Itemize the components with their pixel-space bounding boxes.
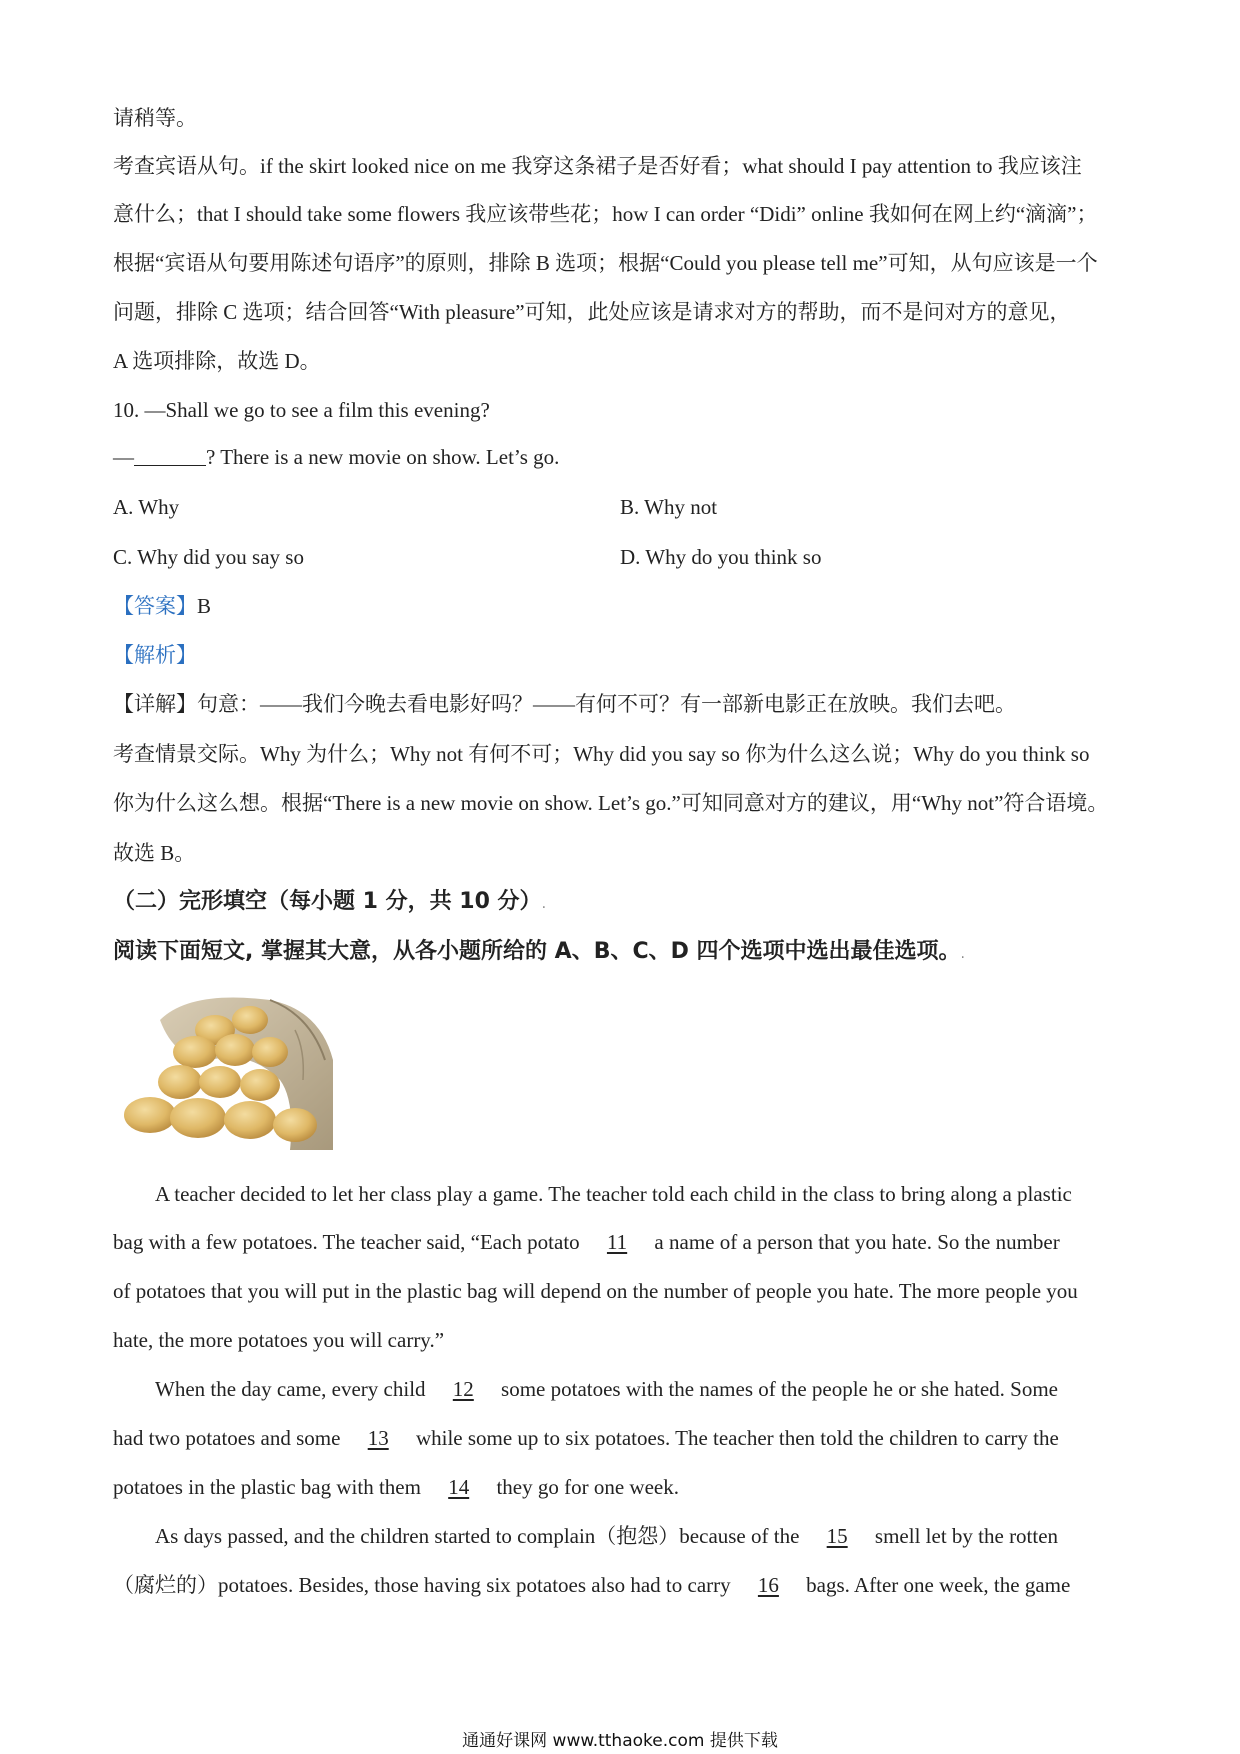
passage-text: As days passed, and the children started to complain（抱怨）because of the [155,1524,800,1548]
explanation-line: 意什么；that I should take some flowers 我应该带些花；how I can order “Didi” online 我如何在网上约“滴滴”； [113,202,1098,226]
cloze-blank-12: 12 [452,1377,474,1401]
passage-text: bags. After one week, the game [806,1573,1071,1597]
response-text: ? There is a new movie on show. Let’s go. [206,445,560,469]
explanation-line: A 选项排除，故选 D。 [113,349,321,373]
passage-line [113,1571,1070,1599]
question-10-text: 10. —Shall we go to see a film this evening? [113,398,490,422]
dash: — [113,445,134,469]
answer-label: 【答案】 [113,594,197,618]
detail-line: 【详解】句意：——我们今晚去看电影好吗？——有何不可？有一部新电影正在放映。我们去吧。 [113,692,1016,716]
passage-line: hate, the more potatoes you will carry.” [113,1328,445,1352]
instruction-text: 阅读下面短文, 掌握其大意，从各小题所给的 A、B、C、D 四个选项中选出最佳选项。 [113,939,961,964]
potatoes-in-sack-image [120,990,335,1150]
passage-line [155,1522,1058,1550]
passage-line [113,1473,679,1501]
passage-text: some potatoes with the names of the people he or she hated. Some [501,1377,1058,1401]
section-instruction: 阅读下面短文, 掌握其大意，从各小题所给的 A、B、C、D 四个选项中选出最佳选项。. [113,939,965,964]
cloze-blank-15: 15 [826,1524,848,1548]
analysis-label: 【解析】 [113,643,197,667]
explanation-line: 故选 B。 [113,841,196,865]
explanation-line: 请稍等。 [113,106,197,130]
passage-text: they go for one week. [496,1475,679,1499]
passage-text: had two potatoes and some [113,1426,341,1450]
passage-text: potatoes in the plastic bag with them [113,1475,421,1499]
passage-text: while some up to six potatoes. The teacher then told the children to carry the [415,1426,1059,1450]
page-footer: 通通好课网 www.tthaoke.com 提供下载 [462,1731,778,1751]
explanation-line: 根据“宾语从句要用陈述句语序”的原则，排除 B 选项；根据“Could you please tell me”可知，从句应该是一个 [113,251,1098,275]
answer-line [113,592,211,620]
passage-text: smell let by the rotten [874,1524,1059,1548]
cloze-blank-16: 16 [757,1573,779,1597]
answer-value: B [197,594,212,618]
analysis-label-line [113,641,197,669]
passage-line [113,1424,1059,1452]
passage-line [113,1228,1060,1256]
passage-line [155,1375,1058,1403]
cloze-blank-11: 11 [606,1230,628,1254]
option-a: A. Why [113,495,180,519]
answer-blank [134,445,206,466]
option-d: D. Why do you think so [620,545,822,569]
explanation-line: 考查情景交际。Why 为什么；Why not 有何不可；Why did you say so 你为什么这么说；Why do you think so [113,742,1090,766]
explanation-line: 问题，排除 C 选项；结合回答“With pleasure”可知，此处应该是请求对方的帮助，而不是问对方的意见， [113,300,1071,324]
section-title: （二）完形填空（每小题 1 分，共 10 分）. [113,889,547,914]
cloze-blank-14: 14 [448,1475,470,1499]
section-title-text: （二）完形填空（每小题 1 分，共 10 分） [113,889,542,914]
passage-text: When the day came, every child [155,1377,426,1401]
passage-text: a name of a person that you hate. So the number [654,1230,1060,1254]
passage-line: A teacher decided to let her class play a game. The teacher told each child in the class to bring along a plastic [155,1182,1072,1206]
question-10-response [113,443,559,471]
passage-line: of potatoes that you will put in the plastic bag will depend on the number of people you hate. The more people you [113,1279,1078,1303]
option-c: C. Why did you say so [113,545,304,569]
option-b: B. Why not [620,495,718,519]
passage-text: bag with a few potatoes. The teacher said, “Each potato [113,1230,580,1254]
passage-text: （腐烂的）potatoes. Besides, those having six potatoes also had to carry [113,1573,731,1597]
cloze-blank-13: 13 [367,1426,389,1450]
explanation-line: 考查宾语从句。if the skirt looked nice on me 我穿这条裙子是否好看；what should I pay attention to 我应该注 [113,154,1082,178]
explanation-line: 你为什么这么想。根据“There is a new movie on show. Let’s go.”可知同意对方的建议，用“Why not”符合语境。 [113,791,1109,815]
